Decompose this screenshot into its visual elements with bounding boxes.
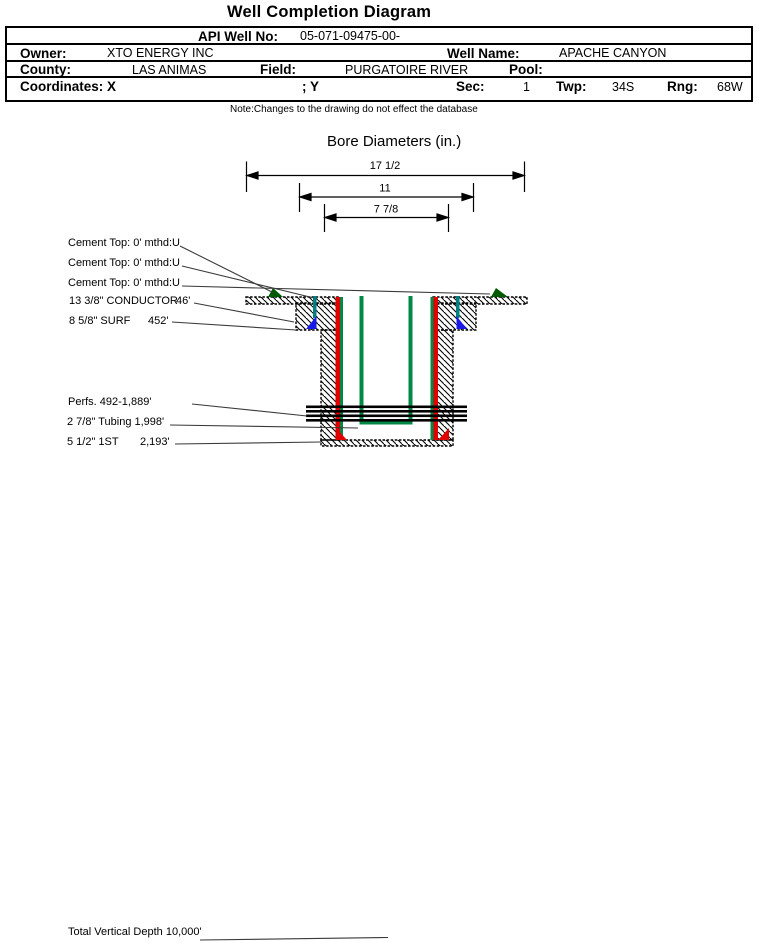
field-value: PURGATOIRE RIVER bbox=[345, 63, 469, 77]
casing-liner-right bbox=[431, 297, 434, 440]
total-vertical-depth-label: Total Vertical Depth 10,000' bbox=[68, 926, 202, 938]
coordinates-y-label: ; Y bbox=[302, 79, 320, 94]
database-note: Note:Changes to the drawing do not effect the database bbox=[230, 104, 478, 115]
county-value: LAS ANIMAS bbox=[132, 63, 207, 77]
conductor-casing-label: 13 3/8" CONDUCTOR bbox=[69, 295, 178, 307]
tubing-label: 2 7/8" Tubing 1,998' bbox=[67, 416, 165, 428]
surface-annulus-right bbox=[433, 303, 476, 330]
pool-label: Pool: bbox=[509, 62, 543, 77]
bore-diameters-title: Bore Diameters (in.) bbox=[327, 133, 462, 150]
dim-label-17-1-2: 17 1/2 bbox=[369, 160, 401, 172]
field-label: Field: bbox=[260, 62, 296, 77]
rng-value: 68W bbox=[717, 80, 743, 94]
surface-casing-right bbox=[456, 296, 460, 318]
surface-casing-left bbox=[313, 296, 317, 318]
surface-casing-label: 8 5/8" SURF bbox=[69, 315, 131, 327]
production-casing-depth: 2,193' bbox=[140, 436, 170, 448]
cement-top-marker-left bbox=[268, 288, 283, 297]
api-well-no-value: 05-071-09475-00- bbox=[300, 29, 401, 43]
owner-label: Owner: bbox=[20, 46, 67, 61]
well-name-value: APACHE CANYON bbox=[559, 46, 667, 60]
surface-annulus-left bbox=[296, 303, 341, 330]
dim-label-7-7-8: 7 7/8 bbox=[373, 203, 399, 216]
sec-label: Sec: bbox=[456, 79, 485, 94]
owner-value: XTO ENERGY INC bbox=[107, 46, 214, 60]
coordinates-label: Coordinates: X bbox=[20, 79, 117, 94]
conductor-depth: 46' bbox=[176, 295, 191, 307]
perforations-label: Perfs. 492-1,889' bbox=[68, 396, 152, 408]
production-casing-label: 5 1/2" 1ST bbox=[67, 436, 119, 448]
well-name-label: Well Name: bbox=[447, 46, 520, 61]
rng-label: Rng: bbox=[667, 79, 698, 94]
cement-top-marker-right bbox=[491, 288, 508, 297]
cement-top-label-2: Cement Top: 0' mthd:U bbox=[68, 257, 180, 269]
sec-value: 1 bbox=[523, 80, 530, 94]
page-title: Well Completion Diagram bbox=[227, 3, 432, 21]
cement-top-label-3: Cement Top: 0' mthd:U bbox=[68, 277, 180, 289]
surface-casing-depth: 452' bbox=[148, 315, 169, 327]
wellbore-bottom-plug bbox=[321, 440, 453, 446]
twp-value: 34S bbox=[612, 80, 635, 94]
api-well-no-label: API Well No: bbox=[198, 29, 279, 44]
tubing-string bbox=[362, 296, 411, 423]
casing-liner-left bbox=[340, 297, 343, 440]
county-label: County: bbox=[20, 62, 71, 77]
production-casing-right bbox=[434, 297, 439, 440]
dim-label-11: 11 bbox=[379, 182, 391, 195]
twp-label: Twp: bbox=[556, 79, 587, 94]
production-casing-left bbox=[336, 297, 341, 440]
cement-top-label-1: Cement Top: 0' mthd:U bbox=[68, 237, 180, 249]
